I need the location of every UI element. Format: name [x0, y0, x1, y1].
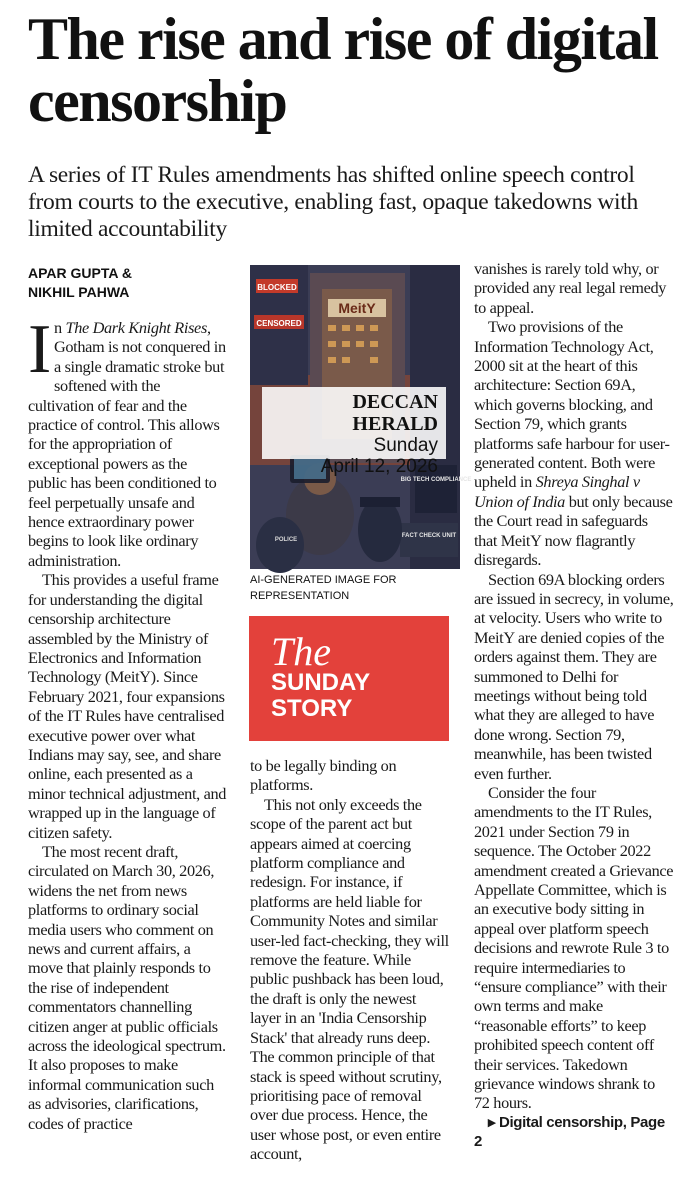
lead-text-rest: , Gotham is not conquered in a single dramatic stroke but softened with the cultivation of fear and the practice of control. This allows for the appropriation of exceptional powers as the public has been conditioned to feel perpetually unsafe and hence extraordinary power begins to look like ordinary administration.	[28, 318, 226, 570]
article-column-2	[250, 756, 450, 1196]
paragraph	[474, 317, 674, 569]
sign-police: POLICE	[274, 537, 298, 543]
standfirst: A series of IT Rules amendments has shifted online speech control from courts to the executive, enabling fast, opaque takedowns with limited accountability	[28, 162, 638, 242]
caption-line-1: AI-GENERATED IMAGE FOR	[250, 574, 397, 586]
section-label-sunday: SUNDAY	[271, 669, 371, 696]
continued-link[interactable]: ▸ Digital censorship, Page 2	[474, 1113, 665, 1150]
masthead-day: Sunday	[373, 435, 438, 456]
masthead-name: DECCAN HERALD	[352, 391, 438, 435]
sign-fact-check: FACT CHECK UNIT	[401, 533, 457, 539]
sign-meity: MeitY	[338, 300, 376, 316]
sign-big-tech: BIG TECH COMPLIANCE	[400, 477, 472, 483]
sign-blocked: BLOCKED	[257, 283, 297, 292]
section-label-box	[249, 616, 449, 741]
case-name: Shreya Singhal v Union of India	[474, 472, 640, 511]
article-column-3	[474, 259, 674, 1199]
paragraph-text: but only because the Court read in safeguards that MeitY now flagrantly disregards.	[474, 491, 673, 570]
lead-paragraph	[28, 311, 228, 570]
paragraph: This provides a useful frame for understanding the digital censorship architecture assembled by the Ministry of Electronics and Information Technology (MeitY). Since February 2021, four expansions of the IT Rules have centralised executive power over what Indians may say, see, and share online, each presented as a minor technical adjustment, and wrapped up in the language of citizen safety.	[28, 570, 227, 842]
paragraph: The most recent draft, circulated on March 30, 2026, widens the net from news platforms to ordinary social media users who comment on news and current affairs, a move that plainly responds to the rise of independent commentators channelling citizen anger at public officials across the ideological spectrum. It also proposes to make informal communication such as advisories, clarifications, codes of practice	[28, 841, 226, 1133]
paragraph: This not only exceeds the scope of the parent act but appears aimed at coercing platform compliance and redesign. For instance, if platforms are held liable for Community Notes and similar user-led fact-checking, they will remove the feature. While public pushback has been loud, the draft is only the newest layer in an 'India Censorship Stack' that already runs deep. The common principle of that stack is speed without scrutiny, prioritising pace of removal over due process. Hence, the user whose post, or even entire account,	[250, 794, 449, 1164]
caption-line-2: REPRESENTATION	[250, 590, 350, 602]
section-label-story: STORY	[271, 695, 353, 722]
masthead-overlay	[262, 387, 446, 477]
article-column-1	[28, 311, 228, 1198]
sign-censored: CENSORED	[256, 319, 302, 328]
masthead-date: April 12, 2026	[320, 456, 438, 477]
paragraph: to be legally binding on platforms.	[250, 756, 397, 795]
headline: The rise and rise of digital censorship	[28, 6, 658, 134]
byline-author-2: NIKHIL PAHWA	[28, 284, 130, 300]
image-caption	[250, 572, 460, 604]
paragraph: vanishes is rarely told why, or provided any real legal remedy to appeal.	[474, 259, 667, 317]
paragraph-text: Two provisions of the Information Technology Act, 2000 sit at the heart of this architecture: Section 69A, which governs blocking, and Section 79, which grants platforms safe harbour for user-generated content. Both were upheld in	[474, 317, 670, 492]
film-title: The Dark Knight Rises	[65, 318, 207, 337]
drop-cap: I	[28, 311, 51, 388]
section-label-the: The	[271, 629, 331, 674]
paragraph: Section 69A blocking orders are issued in secrecy, in volume, at velocity. Users who write to MeitY are denied copies of the orders against them. They are summoned to Delhi for meetings without being told what they are alleged to have done wrong. Section 79, meanwhile, has been twisted even further.	[474, 569, 674, 783]
paragraph: Consider the four amendments to the IT Rules, 2021 under Section 79 in sequence. The October 2022 amendment created a Grievance Appellate Committee, which is an executive body sitting in appeal over platform speech decisions and rewrote Rule 3 to require intermediaries to “ensure compliance” with their own terms and make “reasonable efforts” to keep prohibited speech content off their services. Takedown grievance windows shrank to 72 hours.	[474, 782, 674, 1113]
lead-text-start: n	[53, 318, 66, 337]
byline	[28, 264, 248, 302]
byline-author-1: APAR GUPTA &	[28, 265, 132, 281]
